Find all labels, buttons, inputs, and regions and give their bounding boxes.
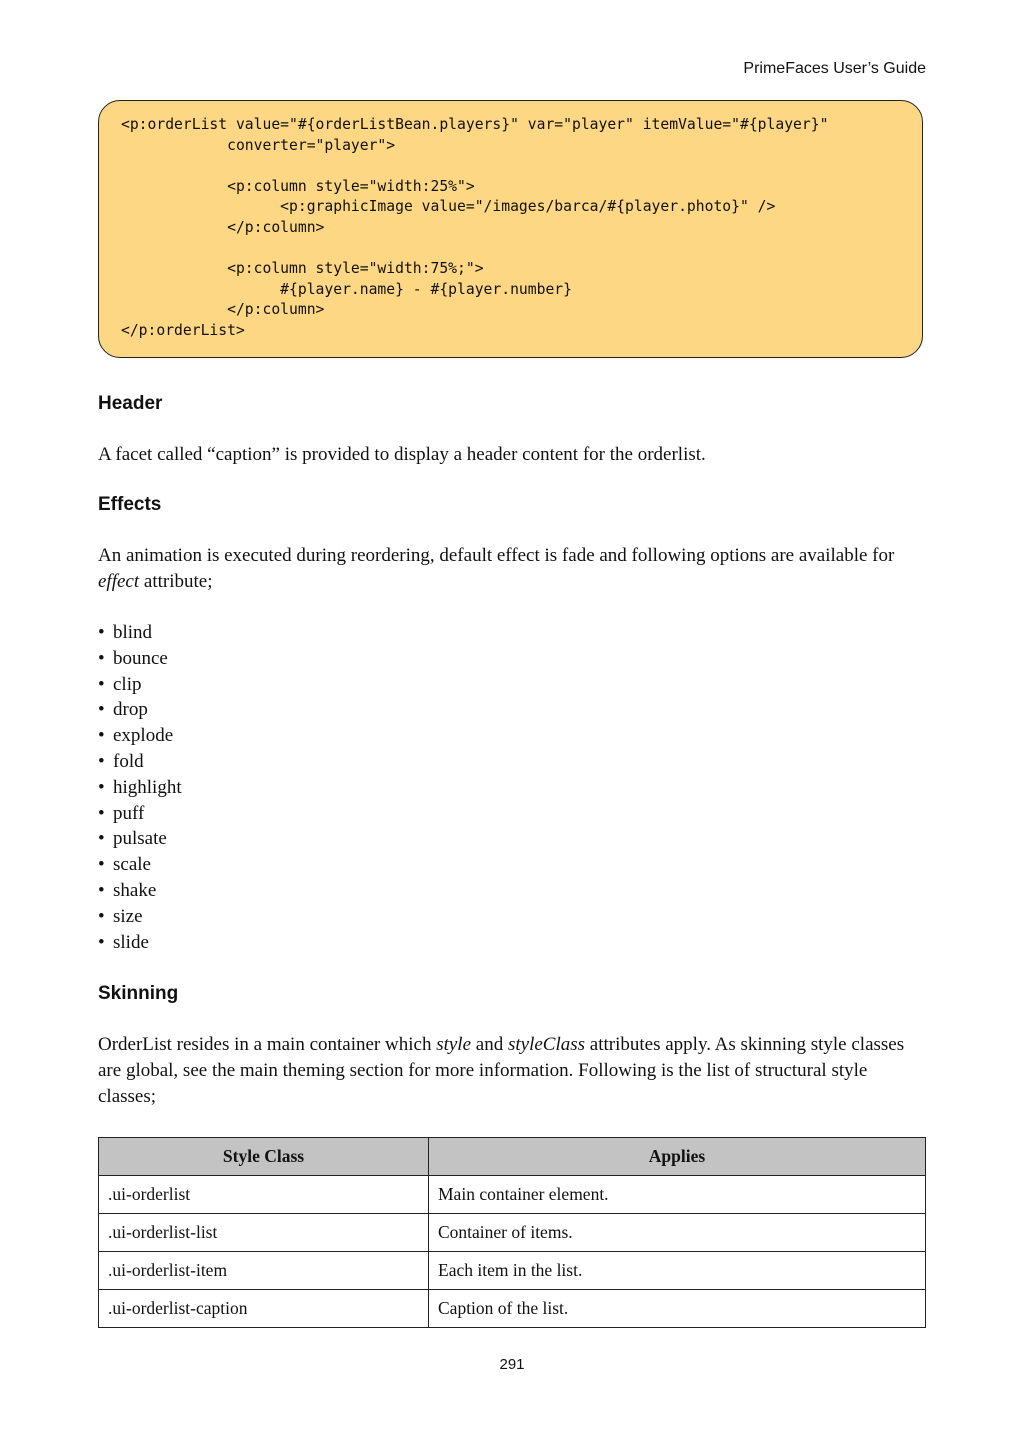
effect-option-label: clip — [113, 673, 142, 695]
effects-text-after: attribute; — [139, 571, 213, 592]
style-class-table — [98, 1137, 926, 1328]
list-item — [98, 749, 182, 775]
code-line: converter="player"> — [121, 136, 396, 154]
effects-description — [98, 543, 924, 595]
skinning-text-1: OrderList resides in a main container which — [98, 1034, 437, 1055]
section-title-effects: Effects — [98, 494, 162, 515]
table-cell-applies: Main container element. — [429, 1176, 926, 1214]
code-line: </p:column> — [121, 218, 325, 236]
skinning-text-3: attributes apply. As skinning style classes are global, see the main theming section for more information. Following is the list of structural style classes; — [98, 1034, 905, 1107]
table-cell-applies: Caption of the list. — [429, 1290, 926, 1328]
skinning-text-em-2: styleClass — [507, 1034, 586, 1055]
list-item — [98, 930, 182, 956]
bullet-icon: • — [98, 854, 105, 876]
list-item — [98, 801, 182, 827]
skinning-description — [98, 1032, 924, 1110]
effect-option-label: size — [113, 905, 143, 927]
page-number: 291 — [499, 1356, 525, 1373]
table-cell-style-class: .ui-orderlist-caption — [99, 1290, 429, 1328]
list-item — [98, 672, 182, 698]
effect-option-label: explode — [113, 725, 174, 747]
effects-text-before: An animation is executed during reordering, default effect is fade and following options are available for — [98, 545, 895, 566]
bullet-icon: • — [98, 879, 105, 901]
effect-option-label: fold — [113, 750, 144, 772]
table-row — [99, 1214, 926, 1252]
effect-option-label: highlight — [113, 776, 182, 798]
bullet-icon: • — [98, 725, 105, 747]
effect-option-label: scale — [113, 854, 151, 876]
section-title-skinning: Skinning — [98, 983, 179, 1004]
bullet-icon: • — [98, 673, 105, 695]
list-item — [98, 620, 182, 646]
table-cell-style-class: .ui-orderlist-list — [99, 1214, 429, 1252]
table-header-style-class: Style Class — [99, 1138, 429, 1176]
bullet-icon: • — [98, 699, 105, 721]
bullet-icon: • — [98, 647, 105, 669]
code-line: <p:column style="width:25%"> — [121, 177, 475, 195]
list-item — [98, 646, 182, 672]
code-line: <p:column style="width:75%;"> — [121, 260, 484, 278]
code-line: #{player.name} - #{player.number} — [121, 280, 572, 298]
code-line: <p:orderList value="#{orderListBean.players}" var="player" itemValue="#{player}" — [121, 116, 829, 133]
effects-text-em: effect — [98, 571, 140, 592]
code-text — [121, 115, 900, 342]
list-item — [98, 697, 182, 723]
table-header-applies: Applies — [429, 1138, 926, 1176]
list-item — [98, 826, 182, 852]
table-row — [99, 1290, 926, 1328]
table-cell-applies: Each item in the list. — [429, 1252, 926, 1290]
code-block — [98, 100, 923, 358]
running-header: PrimeFaces User’s Guide — [743, 60, 926, 77]
skinning-text-em-1: style — [436, 1034, 472, 1055]
table-cell-style-class: .ui-orderlist-item — [99, 1252, 429, 1290]
section-title-header: Header — [98, 393, 163, 414]
bullet-icon: • — [98, 905, 105, 927]
table-cell-style-class: .ui-orderlist — [99, 1176, 429, 1214]
header-description: A facet called “caption” is provided to display a header content for the orderlist. — [98, 444, 706, 465]
skinning-text-2: and — [471, 1034, 508, 1055]
code-line: </p:column> — [121, 301, 325, 319]
effect-option-label: blind — [113, 622, 153, 643]
code-line: </p:orderList> — [121, 321, 245, 339]
effect-option-label: puff — [113, 802, 145, 824]
list-item — [98, 775, 182, 801]
table-row — [99, 1176, 926, 1214]
effect-options-list — [98, 620, 182, 955]
bullet-icon: • — [98, 776, 105, 798]
table-row — [99, 1252, 926, 1290]
effect-option-label: shake — [113, 879, 157, 901]
table-cell-applies: Container of items. — [429, 1214, 926, 1252]
effect-option-label: slide — [113, 931, 149, 953]
effect-option-label: drop — [113, 699, 148, 721]
list-item — [98, 723, 182, 749]
effect-option-label: pulsate — [113, 828, 167, 850]
code-line: <p:graphicImage value="/images/barca/#{player.photo}" /> — [121, 198, 776, 216]
list-item — [98, 852, 182, 878]
list-item — [98, 904, 182, 930]
table-header-row — [99, 1138, 926, 1176]
bullet-icon: • — [98, 931, 105, 953]
bullet-icon: • — [98, 828, 105, 850]
bullet-icon: • — [98, 750, 105, 772]
effect-option-label: bounce — [113, 647, 168, 669]
bullet-icon: • — [98, 802, 105, 824]
bullet-icon: • — [98, 622, 105, 643]
list-item — [98, 878, 182, 904]
